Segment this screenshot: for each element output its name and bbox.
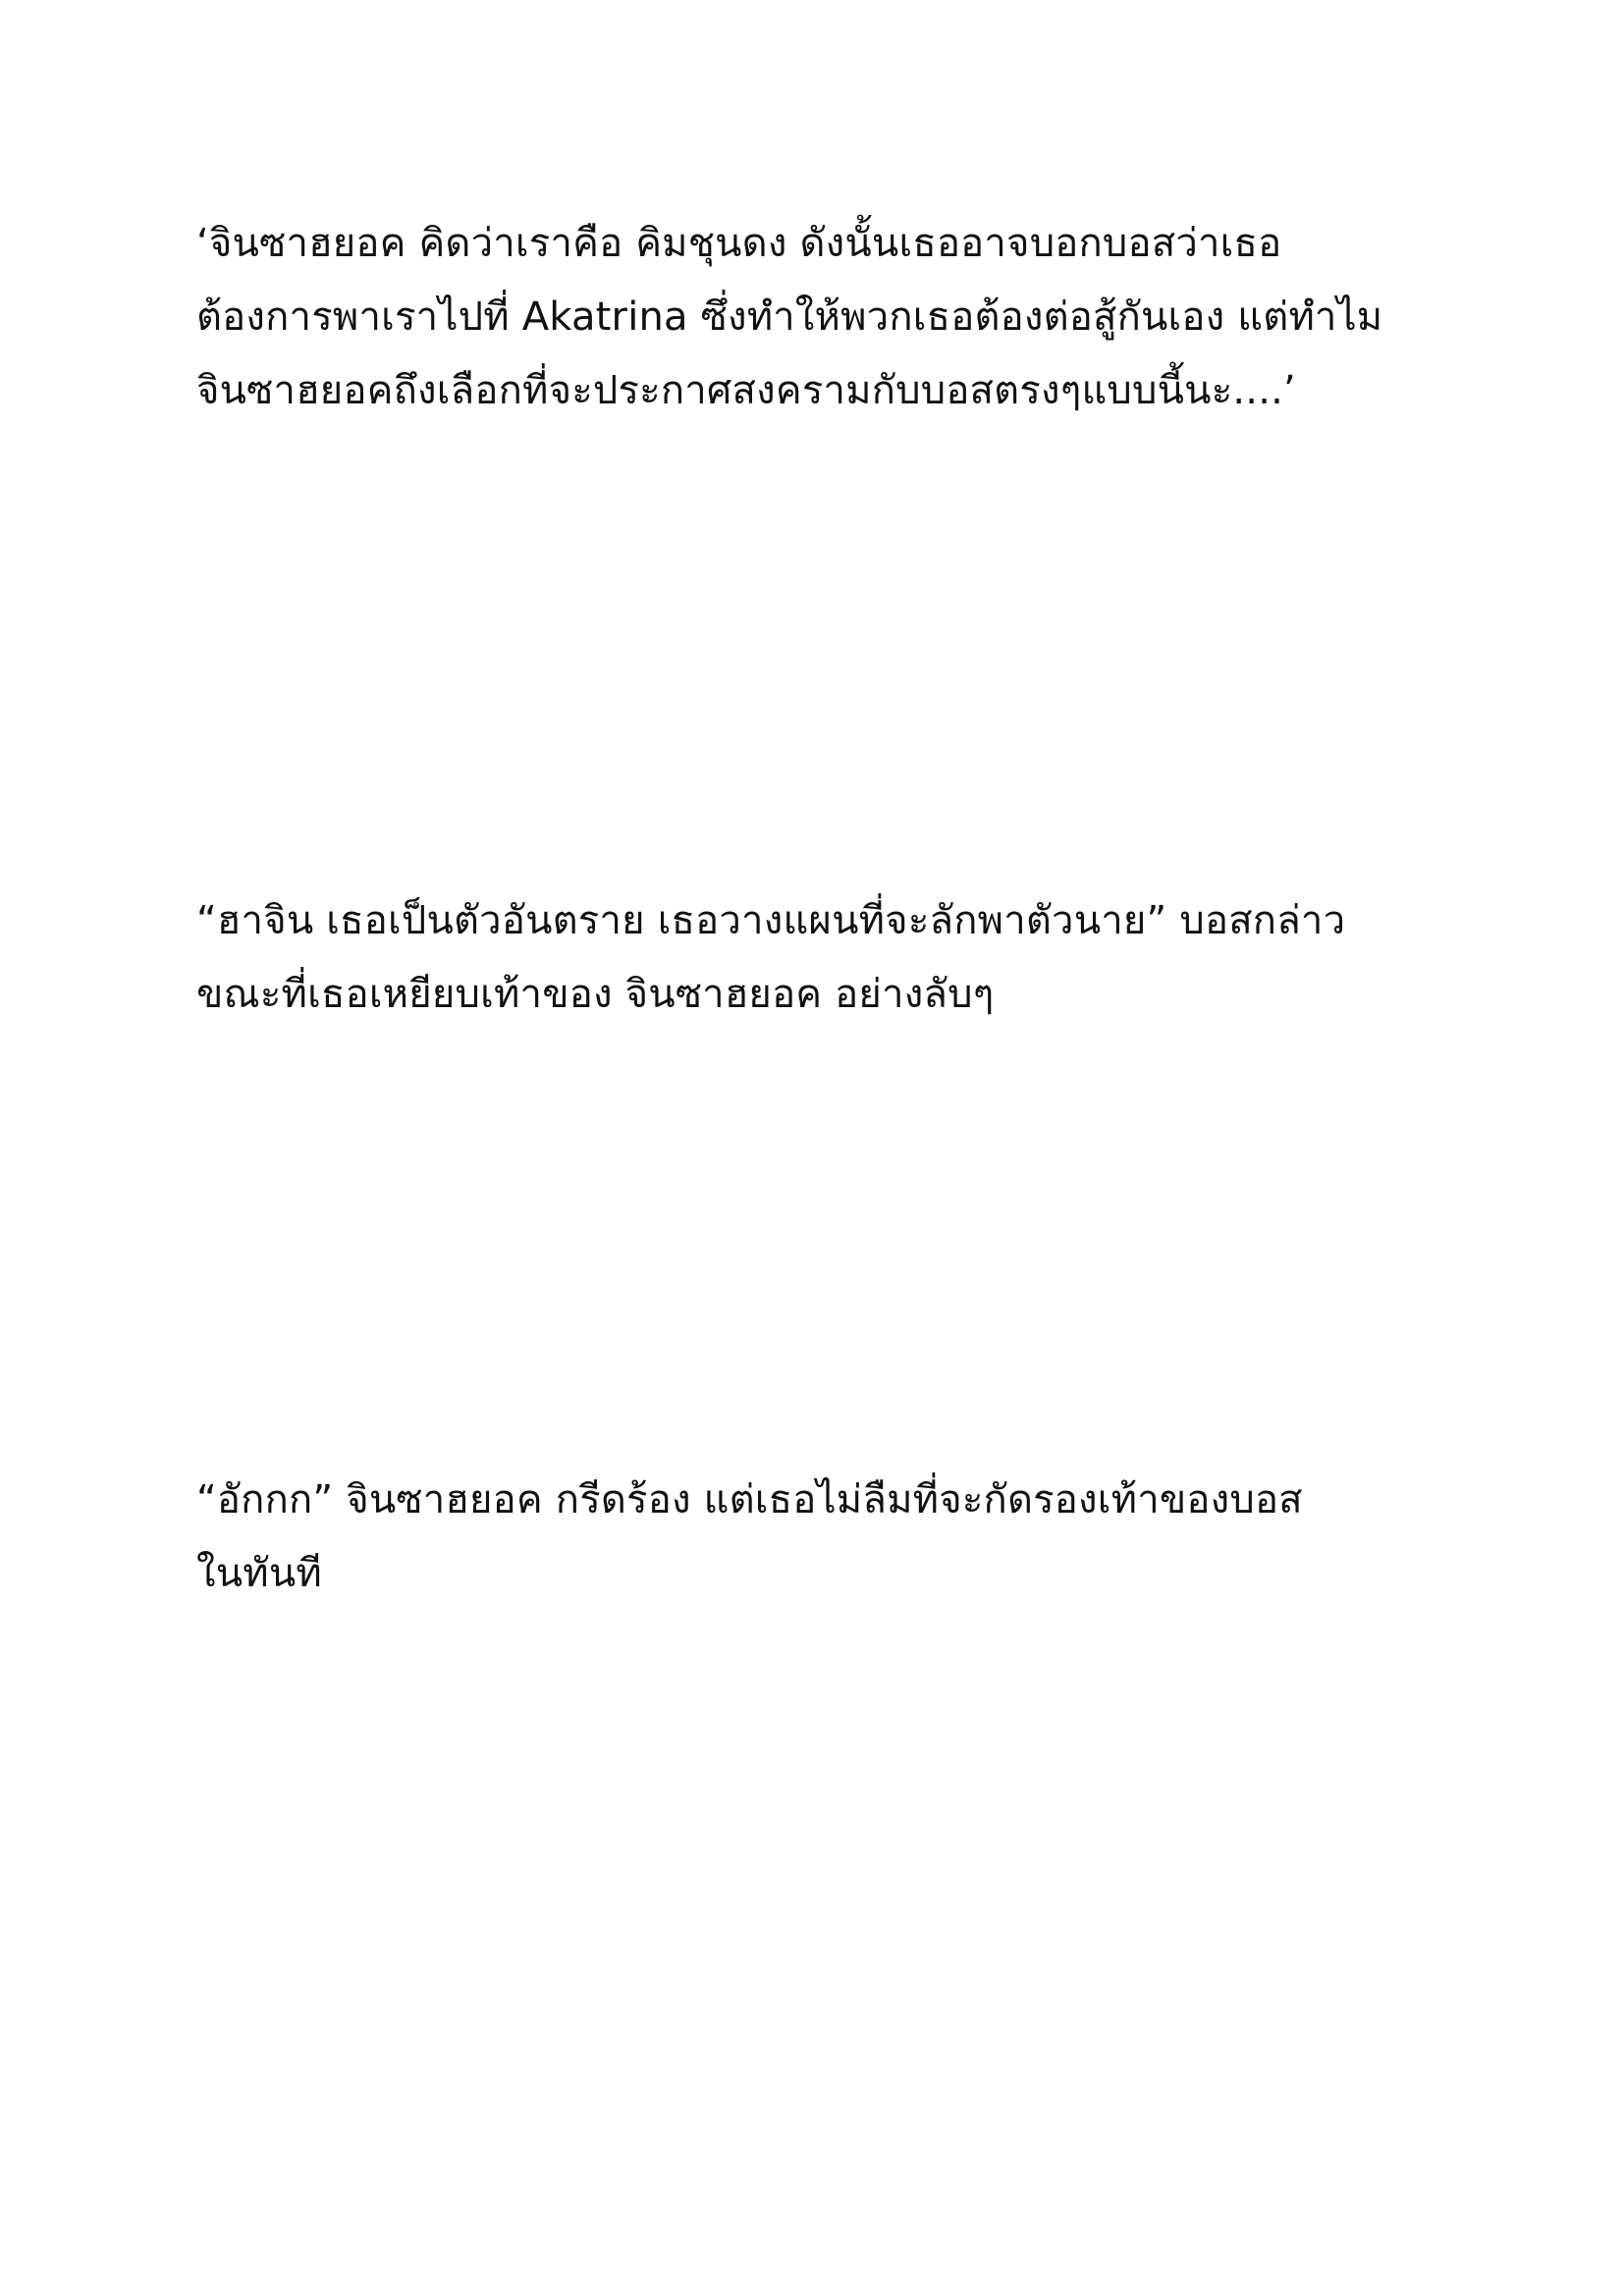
paragraph-1 [196,221,1473,413]
paragraph-1-line-1: ‘จินซาฮยอค คิดว่าเราคือ คิมชุนดง ดังนั้นเธออาจบอกบอสว่าเธอ [196,221,1282,266]
paragraph-3-line-1: “อักกก” จินซาฮยอค กรีดร้อง แต่เธอไม่ลืมที่จะกัดรองเท้าของบอส [196,1477,1303,1522]
paragraph-1-line-3: จินซาฮยอคถึงเลือกที่จะประกาศสงครามกับบอสตรงๆแบบนี้นะ....’ [196,368,1296,413]
paragraph-2 [196,898,1473,1017]
paragraph-2-line-2: ขณะที่เธอเหยียบเท้าของ จินซาฮยอค อย่างลับๆ [196,972,995,1017]
paragraph-3-line-2: ในทันที [196,1551,322,1596]
paragraph-3 [196,1477,1473,1596]
paragraph-1-line-2: ต้องการพาเราไปที่ Akatrina ซึ่งทำให้พวกเธอต้องต่อสู้กันเอง แต่ทำไม [196,294,1383,340]
paragraph-2-line-1: “ฮาจิน เธอเป็นตัวอันตราย เธอวางแผนที่จะลักพาตัวนาย” บอสกล่าว [196,898,1346,943]
